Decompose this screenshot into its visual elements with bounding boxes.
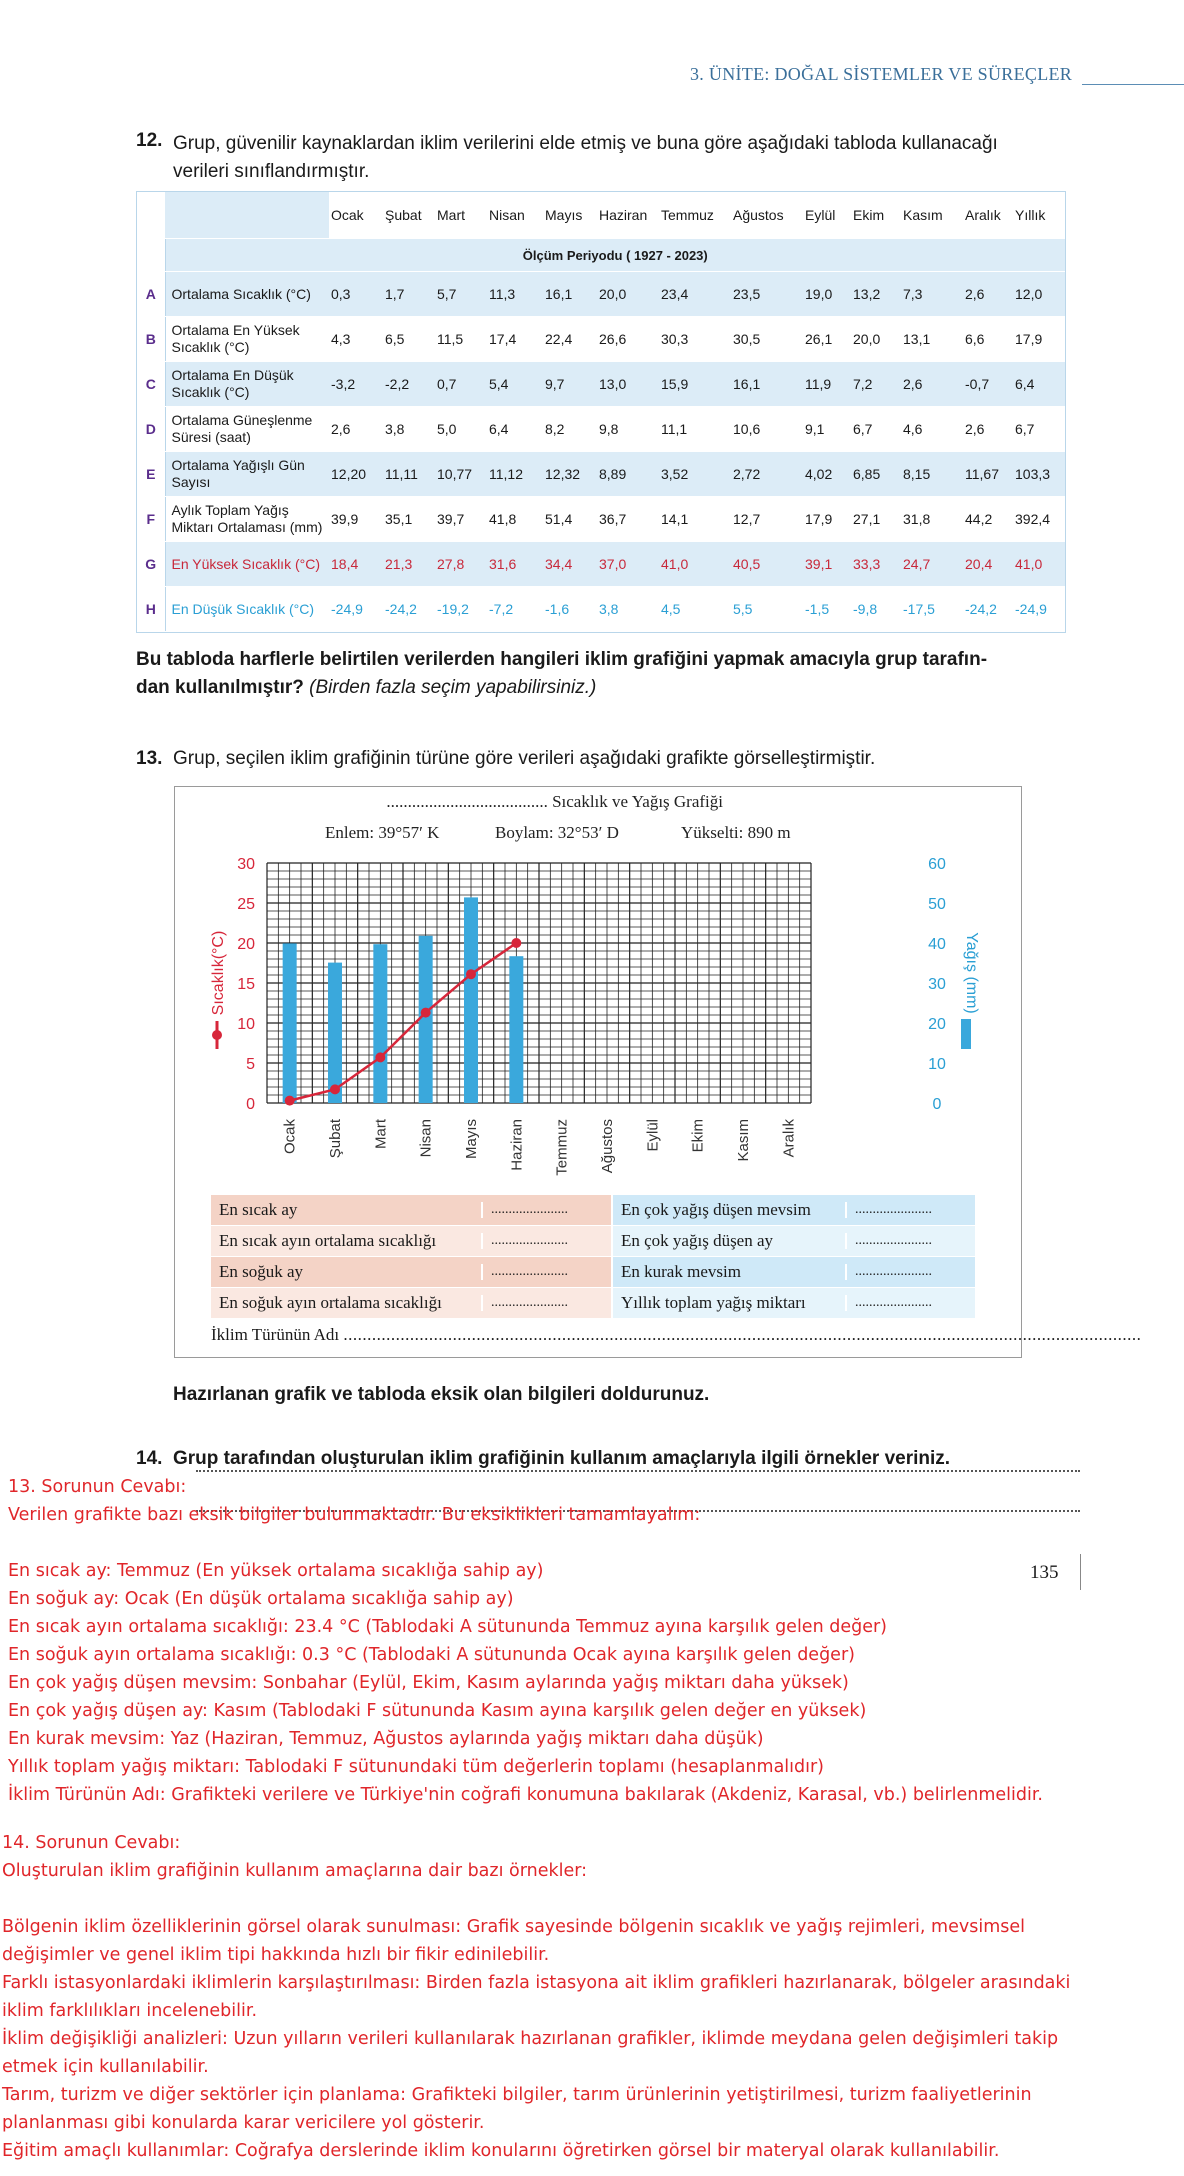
fill-blank[interactable]: ...................... xyxy=(481,1233,611,1249)
answer-line: Yıllık toplam yağış miktarı: Tablodaki F sütunundaki tüm değerlerin toplamı (hesaplanmalıdır) xyxy=(8,1757,825,1777)
y-left-label: Sıcaklık(°C) xyxy=(210,930,227,1016)
table-cell: 41,0 xyxy=(659,542,731,587)
table-cell: 26,6 xyxy=(597,317,659,362)
table-cell: 12,7 xyxy=(731,497,803,542)
y-left-tick: 20 xyxy=(237,936,255,953)
y-left-tick: 25 xyxy=(237,896,255,913)
answer-line: En çok yağış düşen mevsim: Sonbahar (Eylül, Ekim, Kasım aylarında yağış miktarı daha yüksek) xyxy=(8,1673,849,1693)
answer-line: İklim Türünün Adı: Grafikteki verilere ve Türkiye'nin coğrafi konumuna bakılarak (Akdeniz, Karasal, vb.) belirlenmelidir. xyxy=(8,1785,1043,1805)
month-header: Haziran xyxy=(597,192,659,239)
fill-label: En soğuk ayın ortalama sıcaklığı xyxy=(219,1293,442,1312)
fill-blank[interactable]: ...................... xyxy=(845,1202,975,1218)
table-cell: 11,1 xyxy=(659,407,731,452)
table-cell: 9,8 xyxy=(597,407,659,452)
precip-bar xyxy=(373,944,387,1103)
table-row xyxy=(137,452,1065,497)
table-cell: -1,6 xyxy=(543,587,597,632)
row-letter: B xyxy=(137,317,165,362)
q13-number: 13. xyxy=(136,748,163,769)
y-left-tick: 0 xyxy=(246,1096,255,1113)
table-cell: -9,8 xyxy=(851,587,901,632)
table-cell: 2,6 xyxy=(963,407,1013,452)
table-cell: 7,2 xyxy=(851,362,901,407)
table-cell: -7,2 xyxy=(487,587,543,632)
table-cell: 31,6 xyxy=(487,542,543,587)
unit-title: 3. ÜNİTE: DOĞAL SİSTEMLER VE SÜREÇLER xyxy=(690,64,1073,84)
table-cell: 51,4 xyxy=(543,497,597,542)
fill-row xyxy=(613,1226,975,1256)
month-header: Eylül xyxy=(803,192,851,239)
table-cell: 7,3 xyxy=(901,272,963,317)
table-cell: 44,2 xyxy=(963,497,1013,542)
table-row xyxy=(137,542,1065,587)
table-cell: 8,2 xyxy=(543,407,597,452)
answer-line: iklim farklılıkları incelenebilir. xyxy=(2,2001,258,2021)
fill-row xyxy=(211,1195,611,1225)
table-cell: 4,5 xyxy=(659,587,731,632)
table-cell: 3,52 xyxy=(659,452,731,497)
table-cell: -1,5 xyxy=(803,587,851,632)
table-cell: 24,7 xyxy=(901,542,963,587)
period-empty xyxy=(137,239,165,272)
fill-label: En sıcak ay xyxy=(219,1200,298,1219)
month-label: Ekim xyxy=(689,1119,707,1153)
answer-line: En soğuk ay: Ocak (En düşük ortalama sıcaklığa sahip ay) xyxy=(8,1589,514,1609)
y-right-tick: 60 xyxy=(928,856,946,873)
fill-row xyxy=(613,1257,975,1287)
table-cell: 12,32 xyxy=(543,452,597,497)
table-cell: 23,4 xyxy=(659,272,731,317)
month-label: Eylül xyxy=(644,1119,662,1152)
table-row xyxy=(137,407,1065,452)
row-letter: C xyxy=(137,362,165,407)
y-right-tick: 40 xyxy=(928,936,946,953)
row-letter: A xyxy=(137,272,165,317)
chart-panel xyxy=(174,786,1142,1358)
month-header: Ekim xyxy=(851,192,901,239)
table-cell: 15,9 xyxy=(659,362,731,407)
answer-line: En kurak mevsim: Yaz (Haziran, Temmuz, Ağustos aylarında yağış miktarı daha düşük) xyxy=(8,1729,764,1749)
q12-text-line2: verileri sınıflandırmıştır. xyxy=(173,161,370,182)
chart-lat: Enlem: 39°57′ K xyxy=(325,823,440,842)
table-cell: 0,3 xyxy=(329,272,383,317)
q12-question xyxy=(136,646,987,702)
row-label: Aylık Toplam Yağış Miktarı Ortalaması (mm) xyxy=(165,497,329,542)
answer-line: İklim değişikliği analizleri: Uzun yılların verileri kullanılarak hazırlanan grafikler, iklimde meydana gelen değişimleri takip xyxy=(2,2029,1059,2049)
header-rule xyxy=(1082,84,1184,85)
q12-text-line1: Grup, güvenilir kaynaklardan iklim verilerini elde etmiş ve buna göre aşağıdaki tabloda kullanacağı xyxy=(173,133,998,154)
precip-bar xyxy=(419,936,433,1103)
table-cell: -2,2 xyxy=(383,362,435,407)
table-cell: 3,8 xyxy=(383,407,435,452)
y-right-tick: 0 xyxy=(932,1096,942,1113)
row-letter: H xyxy=(137,587,165,632)
fill-row xyxy=(211,1226,611,1256)
temperature-point xyxy=(330,1084,340,1094)
climate-chart xyxy=(175,787,1021,1177)
month-label: Temmuz xyxy=(553,1119,571,1176)
table-cell: 33,3 xyxy=(851,542,901,587)
table-cell: 31,8 xyxy=(901,497,963,542)
table-cell: 27,1 xyxy=(851,497,901,542)
table-cell: 12,0 xyxy=(1013,272,1065,317)
precip-bar xyxy=(509,956,523,1103)
table-cell: 34,4 xyxy=(543,542,597,587)
table-cell: -24,9 xyxy=(329,587,383,632)
fill-blank[interactable]: ...................... xyxy=(845,1233,975,1249)
table-cell: 4,02 xyxy=(803,452,851,497)
month-label: Aralık xyxy=(780,1119,798,1158)
table-cell: 20,0 xyxy=(597,272,659,317)
row-letter: F xyxy=(137,497,165,542)
table-cell: 20,0 xyxy=(851,317,901,362)
table-cell: 41,8 xyxy=(487,497,543,542)
table-cell: 14,1 xyxy=(659,497,731,542)
table-header-row xyxy=(137,192,1065,239)
table-cell: 10,77 xyxy=(435,452,487,497)
climate-table-wrap xyxy=(136,191,1066,633)
table-cell: 26,1 xyxy=(803,317,851,362)
table-cell: 0,7 xyxy=(435,362,487,407)
table-cell: -3,2 xyxy=(329,362,383,407)
table-cell: 392,4 xyxy=(1013,497,1065,542)
table-row xyxy=(137,317,1065,362)
row-label: Ortalama Güneşlenme Süresi (saat) xyxy=(165,407,329,452)
table-cell: 9,7 xyxy=(543,362,597,407)
table-cell: 6,7 xyxy=(1013,407,1065,452)
table-cell: 16,1 xyxy=(543,272,597,317)
fill-blank[interactable]: ...................... xyxy=(481,1202,611,1218)
table-cell: 16,1 xyxy=(731,362,803,407)
month-header: Ağustos xyxy=(731,192,803,239)
climate-type-label: İklim Türünün Adı xyxy=(211,1325,340,1344)
month-label: Mart xyxy=(372,1119,390,1149)
table-cell: 1,7 xyxy=(383,272,435,317)
table-cell: 18,4 xyxy=(329,542,383,587)
table-row xyxy=(137,272,1065,317)
fill-label: En çok yağış düşen mevsim xyxy=(621,1200,811,1219)
fill-label: En çok yağış düşen ay xyxy=(621,1231,774,1250)
measurement-period: Ölçüm Periyodu ( 1927 - 2023) xyxy=(165,239,1065,272)
precip-legend-icon xyxy=(961,1019,971,1049)
table-cell: 4,6 xyxy=(901,407,963,452)
month-label: Kasım xyxy=(735,1119,752,1162)
table-cell: 35,1 xyxy=(383,497,435,542)
answer-14-block xyxy=(2,1829,1070,2165)
table-row xyxy=(137,587,1065,632)
period-row xyxy=(137,239,1065,272)
y-right-tick: 50 xyxy=(928,896,946,913)
fill-blank[interactable]: ...................... xyxy=(845,1295,975,1311)
fill-label: En kurak mevsim xyxy=(621,1262,741,1281)
y-left-tick: 30 xyxy=(237,856,255,873)
row-label: Ortalama En Düşük Sıcaklık (°C) xyxy=(165,362,329,407)
table-cell: 20,4 xyxy=(963,542,1013,587)
y-right-tick: 30 xyxy=(928,976,946,993)
temperature-point xyxy=(511,938,521,948)
q14-number: 14. xyxy=(136,1448,163,1469)
row-letter: D xyxy=(137,407,165,452)
table-cell: 5,5 xyxy=(731,587,803,632)
table-cell: 13,0 xyxy=(597,362,659,407)
table-cell: 5,4 xyxy=(487,362,543,407)
y-left-tick: 15 xyxy=(237,976,255,993)
answer-line: En sıcak ay: Temmuz (En yüksek ortalama sıcaklığa sahip ay) xyxy=(8,1561,544,1581)
table-cell: 36,7 xyxy=(597,497,659,542)
table-cell: 11,3 xyxy=(487,272,543,317)
table-cell: 2,6 xyxy=(963,272,1013,317)
table-cell: 5,0 xyxy=(435,407,487,452)
table-cell: 27,8 xyxy=(435,542,487,587)
table-cell: -0,7 xyxy=(963,362,1013,407)
month-header: Şubat xyxy=(383,192,435,239)
answer-line: En sıcak ayın ortalama sıcaklığı: 23.4 °C (Tablodaki A sütununda Temmuz ayına karşılık gelen değer) xyxy=(8,1617,887,1637)
q12-question-line2: dan kullanılmıştır? xyxy=(136,677,304,698)
table-cell: 2,72 xyxy=(731,452,803,497)
month-header: Mayıs xyxy=(543,192,597,239)
month-header: Nisan xyxy=(487,192,543,239)
chart-alt: Yükselti: 890 m xyxy=(681,823,791,842)
table-cell: 13,2 xyxy=(851,272,901,317)
temperature-point xyxy=(466,969,476,979)
page-number-rule xyxy=(1080,1554,1081,1590)
row-letter: E xyxy=(137,452,165,497)
fill-row xyxy=(613,1195,975,1225)
fill-blank[interactable]: ...................... xyxy=(481,1295,611,1311)
fill-row xyxy=(211,1257,611,1287)
table-cell: 6,4 xyxy=(487,407,543,452)
table-cell: 21,3 xyxy=(383,542,435,587)
table-cell: 37,0 xyxy=(597,542,659,587)
q13-text: Grup, seçilen iklim grafiğinin türüne göre verileri aşağıdaki grafikte görselleştirmiştir. xyxy=(173,748,876,769)
table-cell: 41,0 xyxy=(1013,542,1065,587)
answer-line: 14. Sorunun Cevabı: xyxy=(2,1833,181,1853)
month-label: Ağustos xyxy=(599,1119,616,1174)
table-cell: 6,6 xyxy=(963,317,1013,362)
fill-label: En soğuk ay xyxy=(219,1262,304,1281)
table-cell: 17,9 xyxy=(803,497,851,542)
temperature-point xyxy=(375,1052,385,1062)
table-cell: 6,7 xyxy=(851,407,901,452)
table-cell: 30,5 xyxy=(731,317,803,362)
answer-line: Oluşturulan iklim grafiğinin kullanım amaçlarına dair bazı örnekler: xyxy=(2,1861,588,1881)
month-label: Haziran xyxy=(508,1119,526,1171)
answer-line: Bölgenin iklim özelliklerinin görsel olarak sunulması: Grafik sayesinde bölgenin sıcaklık ve yağış rejimleri, mevsimsel xyxy=(2,1917,1025,1937)
temperature-point xyxy=(285,1096,295,1106)
answer-line: değişimler ve genel iklim tipi hakkında hızlı bir fikir edinilebilir. xyxy=(2,1945,550,1965)
month-label: Nisan xyxy=(417,1119,435,1158)
table-cell: 22,4 xyxy=(543,317,597,362)
table-cell: 8,15 xyxy=(901,452,963,497)
row-label: Ortalama En Yüksek Sıcaklık (°C) xyxy=(165,317,329,362)
table-cell: -19,2 xyxy=(435,587,487,632)
table-cell: 11,12 xyxy=(487,452,543,497)
header-empty-label xyxy=(165,192,329,239)
table-cell: 30,3 xyxy=(659,317,731,362)
table-cell: 4,3 xyxy=(329,317,383,362)
climate-table xyxy=(137,192,1065,632)
answer-line: etmek için kullanılabilir. xyxy=(2,2057,209,2077)
row-letter: G xyxy=(137,542,165,587)
q12-question-line1: Bu tabloda harflerle belirtilen verilerden hangileri iklim grafiğini yapmak amacıyla grup tarafın- xyxy=(136,649,988,670)
answer-line: Eğitim amaçlı kullanımlar: Coğrafya derslerinde iklim konularını öğretirken görsel bir materyal olarak kullanılabilir. xyxy=(2,2141,1000,2161)
answer-line: Verilen grafikte bazı eksik bilgiler bulunmaktadır. Bu eksiklikleri tamamlayalım: xyxy=(8,1505,701,1525)
y-right-label: Yağış (mm) xyxy=(963,932,980,1014)
table-row xyxy=(137,497,1065,542)
q14-text: Grup tarafından oluşturulan iklim grafiğinin kullanım amaçlarıyla ilgili örnekler veriniz. xyxy=(173,1448,951,1469)
table-row xyxy=(137,362,1065,407)
month-header: Temmuz xyxy=(659,192,731,239)
fill-row xyxy=(211,1288,611,1318)
table-cell: 12,20 xyxy=(329,452,383,497)
q12-number: 12. xyxy=(136,130,163,151)
y-right-tick: 20 xyxy=(928,1016,946,1033)
row-label: En Düşük Sıcaklık (°C) xyxy=(165,587,329,632)
answer-line xyxy=(2,1885,1070,1913)
precip-bar xyxy=(464,897,478,1103)
row-label: Ortalama Sıcaklık (°C) xyxy=(165,272,329,317)
fill-table-right xyxy=(613,1195,975,1319)
table-cell: 23,5 xyxy=(731,272,803,317)
month-label: Ocak xyxy=(281,1119,299,1155)
row-label: Ortalama Yağışlı Gün Sayısı xyxy=(165,452,329,497)
month-header: Mart xyxy=(435,192,487,239)
q13-instruction: Hazırlanan grafik ve tabloda eksik olan bilgileri doldurunuz. xyxy=(173,1384,710,1405)
table-cell: 39,9 xyxy=(329,497,383,542)
precip-bar xyxy=(283,943,297,1103)
table-cell: 40,5 xyxy=(731,542,803,587)
table-cell: 6,85 xyxy=(851,452,901,497)
table-cell: 10,6 xyxy=(731,407,803,452)
table-cell: 13,1 xyxy=(901,317,963,362)
header-empty xyxy=(137,192,165,239)
fill-label: En sıcak ayın ortalama sıcaklığı xyxy=(219,1231,437,1250)
table-cell: 11,11 xyxy=(383,452,435,497)
q14-answer-line1[interactable] xyxy=(196,1470,1080,1472)
y-left-tick: 5 xyxy=(246,1056,255,1073)
table-cell: 19,0 xyxy=(803,272,851,317)
fill-label: Yıllık toplam yağış miktarı xyxy=(621,1293,806,1312)
table-cell: 39,1 xyxy=(803,542,851,587)
chart-lon: Boylam: 32°53′ D xyxy=(495,823,619,842)
month-header: Yıllık xyxy=(1013,192,1065,239)
q12-text xyxy=(173,130,998,186)
table-cell: 6,5 xyxy=(383,317,435,362)
table-cell: 11,9 xyxy=(803,362,851,407)
table-cell: 2,6 xyxy=(329,407,383,452)
table-cell: -24,2 xyxy=(383,587,435,632)
table-cell: 103,3 xyxy=(1013,452,1065,497)
temperature-point xyxy=(421,1008,431,1018)
y-right-tick: 10 xyxy=(928,1056,946,1073)
table-cell: 17,9 xyxy=(1013,317,1065,362)
answer-line: En çok yağış düşen ay: Kasım (Tablodaki F sütununda Kasım ayına karşılık gelen değer en yüksek) xyxy=(8,1701,867,1721)
fill-blank[interactable]: ...................... xyxy=(481,1264,611,1280)
month-label: Mayıs xyxy=(463,1119,480,1160)
month-header: Ocak xyxy=(329,192,383,239)
table-cell: 9,1 xyxy=(803,407,851,452)
climate-type-dots[interactable]: ........................................................................................................................................................................ xyxy=(343,1325,1142,1344)
table-cell: 8,89 xyxy=(597,452,659,497)
table-cell: 5,7 xyxy=(435,272,487,317)
answer-13-block xyxy=(8,1473,1043,1809)
answer-line: En soğuk ayın ortalama sıcaklığı: 0.3 °C (Tablodaki A sütununda Ocak ayına karşılık gelen değer) xyxy=(8,1645,855,1665)
table-cell: 11,5 xyxy=(435,317,487,362)
answer-line: Tarım, turizm ve diğer sektörler için planlama: Grafikteki bilgiler, tarım ürünlerinin yetiştirilmesi, turizm faaliyetlerinin xyxy=(2,2085,1032,2105)
month-header: Kasım xyxy=(901,192,963,239)
temp-legend-icon xyxy=(212,1021,222,1049)
table-cell: 17,4 xyxy=(487,317,543,362)
table-cell: 39,7 xyxy=(435,497,487,542)
answer-line xyxy=(8,1529,1043,1557)
climate-type-row xyxy=(211,1325,1142,1345)
fill-table-left xyxy=(211,1195,611,1319)
y-left-tick: 10 xyxy=(237,1016,255,1033)
answer-line: 13. Sorunun Cevabı: xyxy=(8,1477,187,1497)
answer-line: Farklı istasyonlardaki iklimlerin karşılaştırılması: Birden fazla istasyona ait iklim grafikleri hazırlanarak, bölgeler arasındaki xyxy=(2,1973,1071,1993)
table-cell: -24,9 xyxy=(1013,587,1065,632)
q12-question-note: (Birden fazla seçim yapabilirsiniz.) xyxy=(309,677,597,698)
table-cell: -24,2 xyxy=(963,587,1013,632)
fill-row xyxy=(613,1288,975,1318)
month-label: Şubat xyxy=(327,1119,344,1159)
table-cell: -17,5 xyxy=(901,587,963,632)
table-cell: 2,6 xyxy=(901,362,963,407)
page-number: 135 xyxy=(1030,1562,1059,1583)
precip-bar xyxy=(328,963,342,1103)
answer-line: planlanması gibi konularda karar vericilere yol gösterir. xyxy=(2,2113,485,2133)
table-cell: 3,8 xyxy=(597,587,659,632)
row-label: En Yüksek Sıcaklık (°C) xyxy=(165,542,329,587)
table-cell: 6,4 xyxy=(1013,362,1065,407)
table-cell: 11,67 xyxy=(963,452,1013,497)
month-header: Aralık xyxy=(963,192,1013,239)
chart-title: ...................................... Sıcaklık ve Yağış Grafiği xyxy=(386,792,723,811)
fill-blank[interactable]: ...................... xyxy=(845,1264,975,1280)
